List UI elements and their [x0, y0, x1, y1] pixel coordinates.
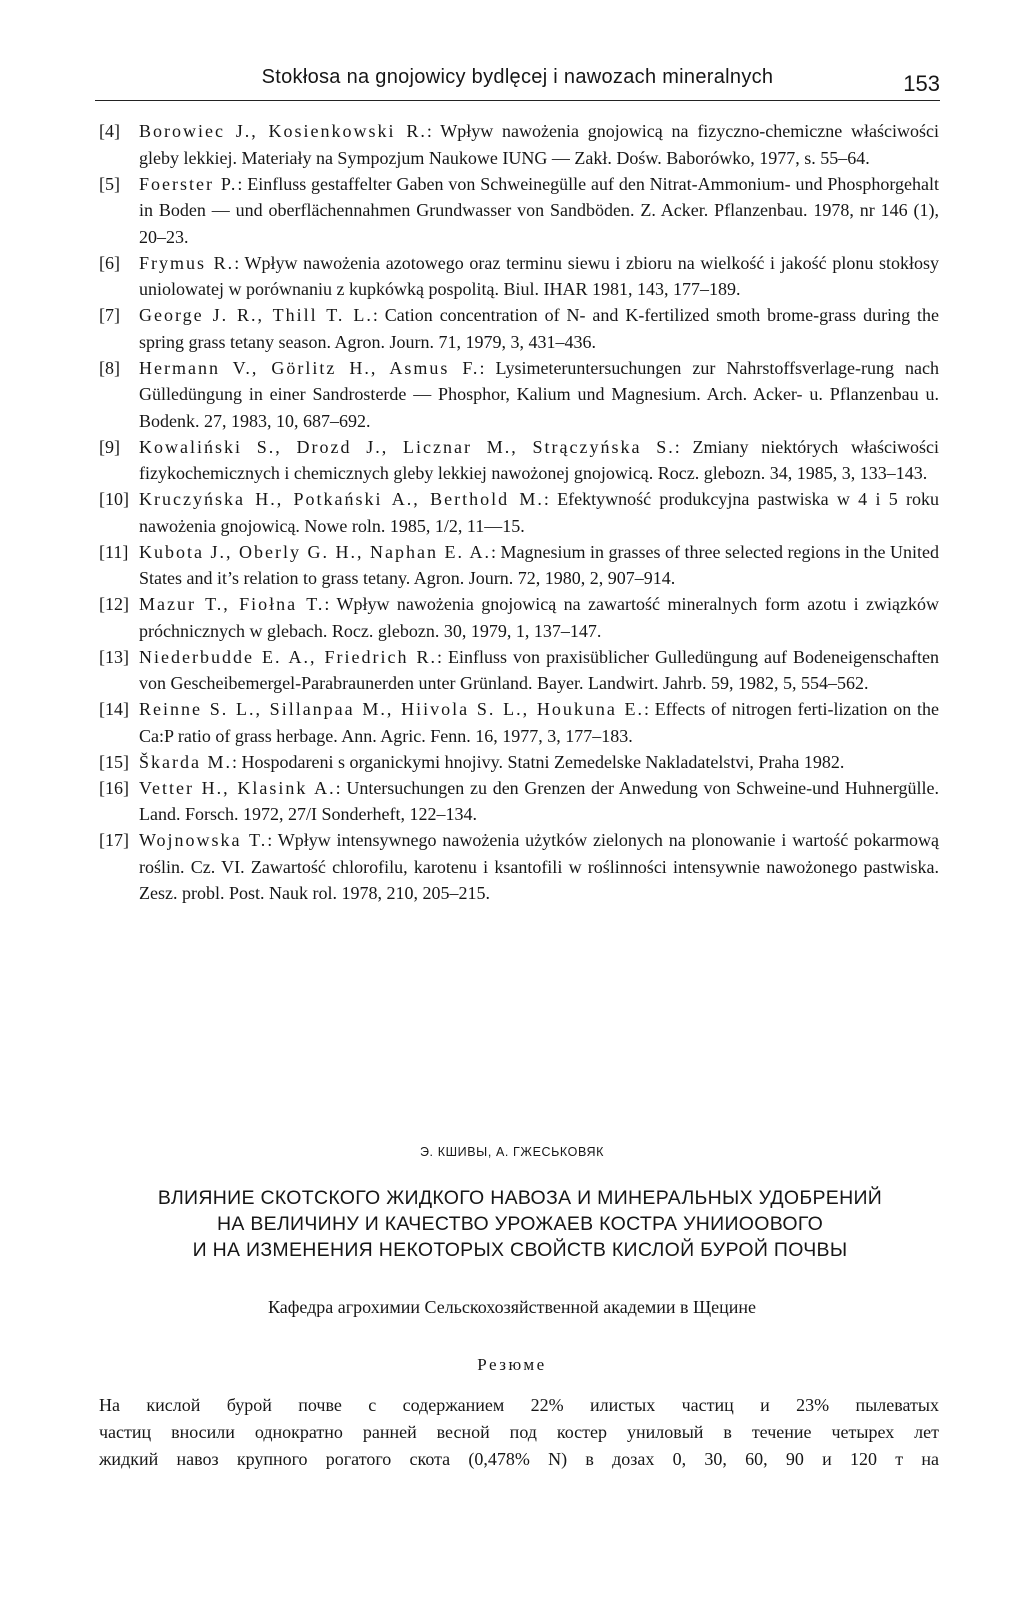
reference-text: : Wpływ nawożenia azotowego oraz terminu siewu i zbioru na wielkość i jakość plonu stokłosy uniolowatej w porównaniu z kupkówką pospolitą. Biul. IHAR 1981, 143, 177–189.	[139, 252, 939, 299]
reference-number: [5]	[99, 173, 120, 194]
reference-authors: Kowaliński S., Drozd J., Licznar M., Strączyńska S.	[139, 436, 675, 457]
reference-text: : Cation concentration of N- and K-fertilized smoth brome-grass during the spring grass tetany season. Agron. Journ. 71, 1979, 3, 431–436.	[139, 305, 939, 352]
reference-item	[99, 355, 939, 435]
summary-authors: Э. КШИВЫ, А. ГЖЕСЬКОВЯК	[419, 1145, 605, 1159]
reference-number: [15]	[99, 751, 129, 772]
running-title: Stokłosa na gnojowicy bydlęcej i nawozach mineralnych	[261, 66, 774, 88]
reference-text: : Wpływ nawożenia gnojowicą na fizyczno-chemiczne właściwości gleby lekkiej. Materiały na Sympozjum Naukowe IUNG — Zakł. Dośw. Baborówko, 1977, s. 55–64.	[139, 121, 939, 168]
reference-authors: Borowiec J., Kosienkowski R.	[139, 121, 427, 141]
title-line: ВЛИЯНИЕ СКОТСКОГО ЖИДКОГО НАВОЗА И МИНЕРАЛЬНЫХ УДОБРЕНИЙ	[157, 1187, 883, 1209]
reference-item	[99, 486, 939, 539]
reference-authors: Frymus R.	[139, 252, 235, 273]
reference-item	[99, 434, 939, 487]
reference-text: : Efektywność produkcyjna pastwiska w 4 i 5 roku nawożenia gnojowicą. Nowe roln. 1985, 1/2, 11—15.	[139, 489, 939, 536]
page-number: 153	[903, 71, 940, 96]
reference-text: : Lysimeteruntersuchungen zur Nahrstoffsverlage-rung nach Gülledüngung in einer Sandrosterde — Phosphor, Kalium und Magnesium. Arch. Acker- u. Pflanzenbau u. Bodenk. 27, 1983, 10, 687–692.	[139, 357, 939, 431]
summary-title	[70, 1185, 970, 1263]
reference-number: [16]	[99, 777, 129, 798]
title-line: И НА ИЗМЕНЕНИЯ НЕКОТОРЫХ СВОЙСТВ КИСЛОЙ БУРОЙ ПОЧВЫ	[192, 1239, 848, 1261]
summary-text	[99, 1392, 939, 1473]
title-line: НА ВЕЛИЧИНУ И КАЧЕСТВО УРОЖАЕВ КОСТРА УНИИООВОГО	[216, 1213, 824, 1235]
reference-authors: Vetter H., Klasink A.	[139, 777, 336, 798]
reference-number: [4]	[99, 121, 120, 141]
page-header	[95, 58, 940, 101]
summary-line: частиц вносили однократно ранней весной под костер униловый в течение четырех лет	[99, 1422, 939, 1442]
reference-text: : Hospodareni s organickymi hnojivy. Statni Zemedelske Nakladatelstvi, Praha 1982.	[232, 751, 845, 772]
summary-heading: Резюме	[477, 1355, 547, 1374]
reference-item	[99, 539, 939, 592]
reference-number: [10]	[99, 489, 129, 509]
reference-text: : Einfluss von praxisüblicher Gulledüngung auf Bodeneigenschaften von Gescheibemergel-Parabraunerden unter Grünland. Bayer. Landwirt. Jahrb. 59, 1982, 5, 554–562.	[139, 646, 939, 693]
reference-number: [13]	[99, 646, 129, 667]
reference-text: : Einfluss gestaffelter Gaben von Schweinegülle auf den Nitrat-Ammonium- und Phosphorgehalt in Boden — und oberflächennahmen Grundwasser von Sandböden. Z. Acker. Pflanzenbau. 1978, nr 146 (1), 20–23.	[139, 173, 940, 247]
reference-text: : Wpływ intensywnego nawożenia użytków zielonych na plonowanie i wartość pokarmową roślin. Cz. VI. Zawartość chlorofilu, karotenu i ksantofili w roślinności intensywnie nawożonego pastwiska. Zesz. probl. Post. Nauk rol. 1978, 210, 205–215.	[139, 830, 939, 903]
reference-item	[99, 302, 939, 355]
reference-authors: Niederbudde E. A., Friedrich R.	[139, 646, 438, 667]
reference-item	[99, 644, 939, 697]
reference-text: : Wpływ nawożenia gnojowicą na zawartość mineralnych form azotu i związków próchnicznych w glebach. Rocz. glebozn. 30, 1979, 1, 137–147.	[139, 594, 940, 641]
reference-number: [17]	[99, 830, 129, 850]
reference-authors: Mazur T., Fiołna T.	[139, 594, 325, 614]
reference-number: [8]	[99, 357, 120, 378]
reference-number: [6]	[99, 252, 120, 273]
affiliation: Кафедра агрохимии Сельскохозяйственной академии в Щецине	[267, 1297, 757, 1317]
reference-text: : Zmiany niektórych właściwości fizykochemicznych i chemicznych gleby lekkiej nawożonej gnojowicą. Rocz. glebozn. 34, 1985, 3, 133–143.	[139, 436, 939, 483]
reference-number: [14]	[99, 699, 129, 719]
reference-authors: Foerster P.	[139, 173, 238, 194]
reference-item	[99, 775, 939, 828]
reference-authors: George J. R., Thill T. L.	[139, 305, 373, 325]
reference-item	[99, 749, 939, 776]
reference-item	[99, 250, 939, 303]
reference-text: : Untersuchungen zu den Grenzen der Anwedung von Schweine-und Huhnergülle. Land. Forsch. 1972, 27/I Sonderheft, 122–134.	[139, 777, 939, 824]
summary-line: На кислой бурой почве с содержанием 22% илистых частиц и 23% пылеватых	[99, 1395, 939, 1415]
reference-number: [12]	[99, 594, 129, 614]
reference-item	[99, 827, 939, 907]
summary-line: жидкий навоз крупного рогатого скота (0,478% N) в дозах 0, 30, 60, 90 и 120 т на	[99, 1449, 939, 1469]
reference-authors: Kubota J., Oberly G. H., Naphan E. A.	[139, 541, 492, 562]
reference-authors: Wojnowska T.	[139, 830, 268, 850]
reference-authors: Reinne S. L., Sillanpaa M., Hiivola S. L., Houkuna E.	[139, 699, 645, 719]
reference-item	[99, 118, 939, 171]
reference-number: [7]	[99, 305, 120, 325]
reference-text: : Effects of nitrogen ferti-lization on the Ca:P ratio of grass herbage. Ann. Agric. Fenn. 16, 1977, 3, 177–183.	[139, 699, 939, 746]
reference-text: : Magnesium in grasses of three selected regions in the United States and it’s relation to grass tetany. Agron. Journ. 72, 1980, 2, 907–914.	[139, 541, 939, 588]
reference-number: [9]	[99, 436, 120, 457]
reference-item	[99, 171, 939, 251]
reference-item	[99, 696, 939, 749]
reference-list	[99, 118, 939, 906]
reference-number: [11]	[99, 541, 129, 562]
reference-authors: Hermann V., Görlitz H., Asmus F.	[139, 357, 480, 378]
reference-authors: Kruczyńska H., Potkański A., Berthold M.	[139, 489, 544, 509]
reference-authors: Škarda M.	[139, 751, 232, 772]
reference-item	[99, 591, 939, 644]
